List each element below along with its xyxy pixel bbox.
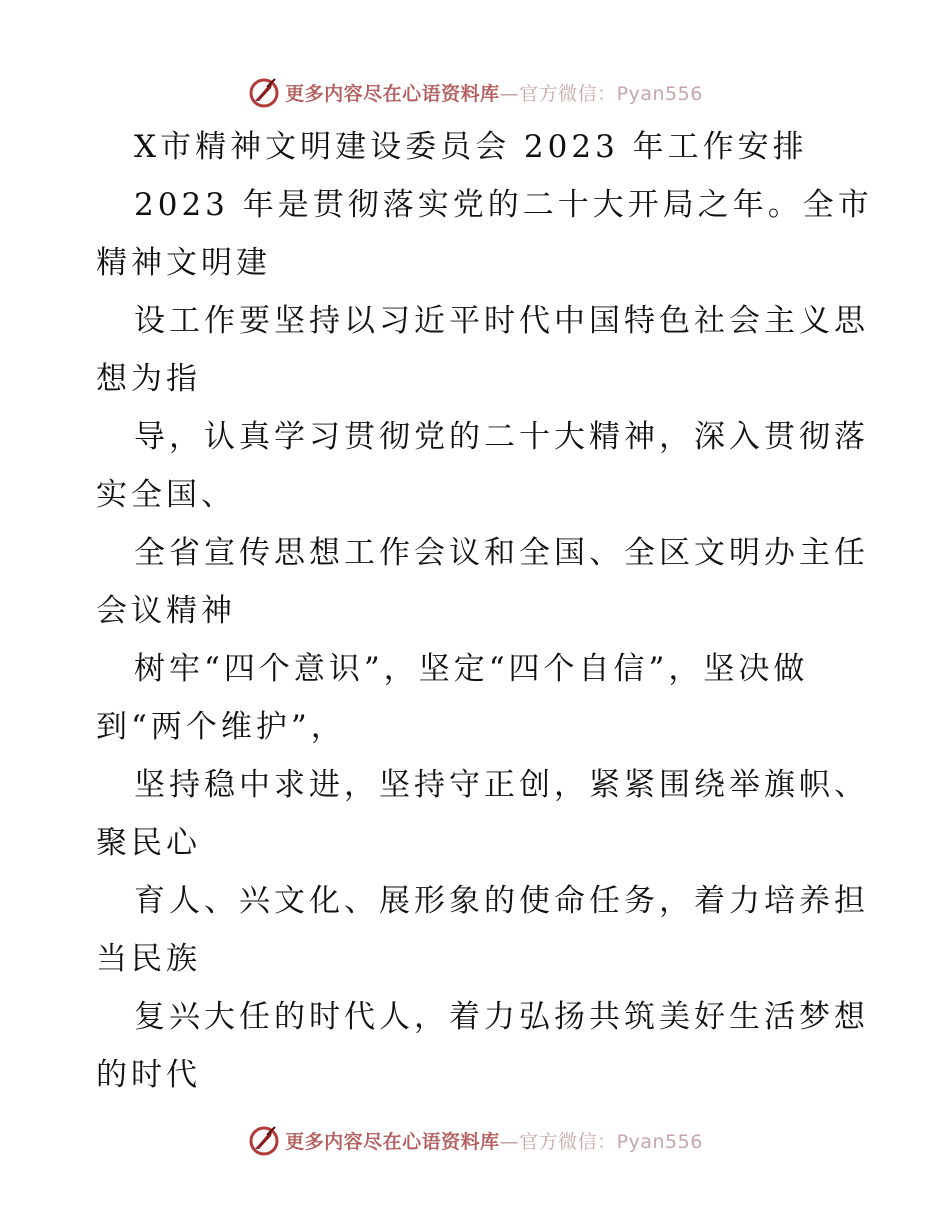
paragraph-line: 实全国、	[96, 477, 236, 513]
document-title: X市精神文明建设委员会 2023 年工作安排	[134, 129, 808, 165]
paragraph-line: 树牢“四个意识”，坚定“四个自信”，坚决做	[134, 651, 809, 687]
paragraph-line: 复兴大任的时代人，着力弘扬共筑美好生活梦想	[134, 999, 869, 1035]
paragraph-line: 当民族	[96, 941, 201, 977]
paragraph-line: 聚民心	[96, 825, 201, 861]
document-body	[96, 118, 873, 1104]
watermark-separator: —	[499, 1130, 520, 1153]
paragraph-line: 到“两个维护”，	[96, 709, 346, 745]
watermark-separator: —	[499, 82, 520, 105]
footer-watermark	[0, 1120, 950, 1160]
paragraph-line: 精神文明建	[96, 245, 271, 281]
header-watermark	[0, 72, 950, 112]
watermark-brand: 更多内容尽在心语资料库	[285, 82, 500, 105]
paragraph-line: 全省宣传思想工作会议和全国、全区文明办主任	[134, 535, 869, 571]
paragraph-line: 的时代	[96, 1057, 201, 1093]
paragraph-line: 设工作要坚持以习近平时代中国特色社会主义思	[134, 303, 869, 339]
watermark-contact: 官方微信：Pyan556	[519, 1130, 703, 1153]
watermark-text	[285, 79, 703, 106]
watermark-contact: 官方微信：Pyan556	[519, 82, 703, 105]
watermark-text	[285, 1127, 703, 1154]
paragraph-line: 育人、兴文化、展形象的使命任务，着力培养担	[134, 883, 869, 919]
paragraph-line: 会议精神	[96, 593, 236, 629]
paragraph-line: 想为指	[96, 361, 201, 397]
paragraph-line: 坚持稳中求进，坚持守正创，紧紧围绕举旗帜、	[134, 767, 869, 803]
quill-logo-icon	[247, 1123, 281, 1157]
quill-logo-icon	[247, 75, 281, 109]
paragraph-line: 2023 年是贯彻落实党的二十大开局之年。全市	[134, 187, 873, 223]
watermark-brand: 更多内容尽在心语资料库	[285, 1130, 500, 1153]
paragraph-line: 导，认真学习贯彻党的二十大精神，深入贯彻落	[134, 419, 869, 455]
